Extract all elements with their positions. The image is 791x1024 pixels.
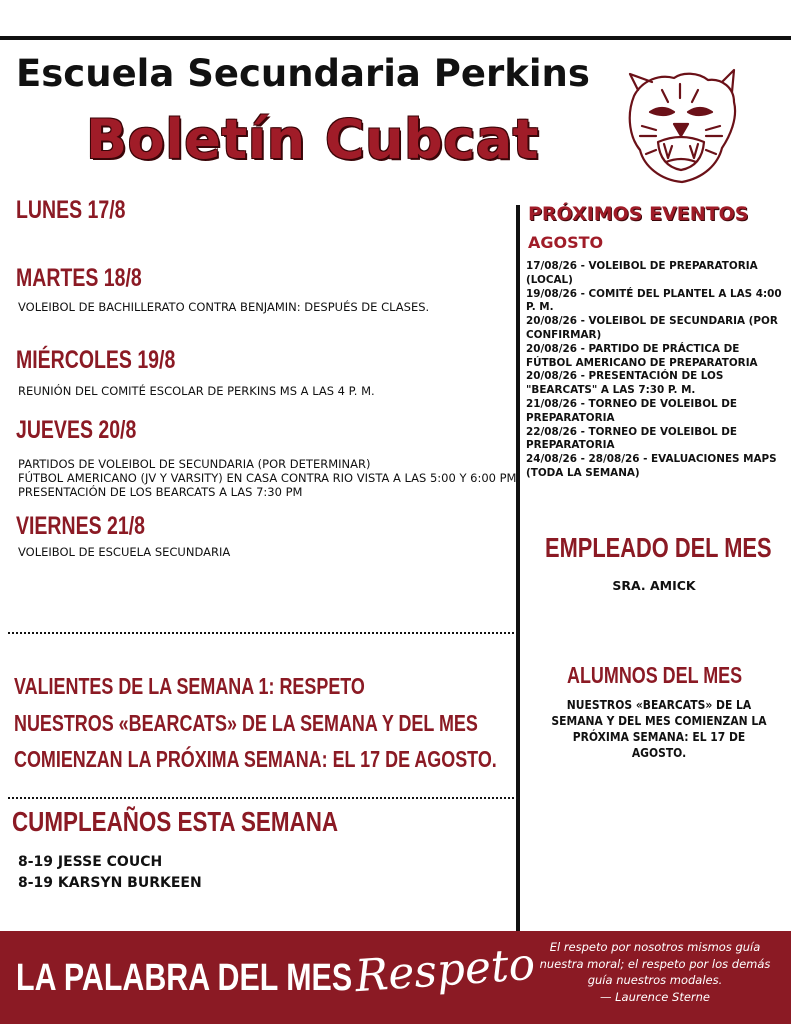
day-item-thursday-1: PARTIDOS DE VOLEIBOL DE SECUNDARIA (POR DETERMINAR) [18, 457, 371, 471]
value-of-week-line: NUESTROS «BEARCATS» DE LA SEMANA Y DEL MES [14, 710, 478, 736]
dotted-divider [8, 632, 514, 634]
quote [526, 939, 784, 1005]
top-rule [0, 36, 791, 40]
quote-author: — Laurence Sterne [599, 989, 711, 1004]
day-item-thursday-3: PRESENTACIÓN DE LOS BEARCATS A LAS 7:30 PM [18, 485, 303, 499]
day-heading-monday: LUNES 17/8 [16, 196, 126, 224]
quote-line: guía nuestros modales. [587, 973, 723, 987]
dotted-divider [8, 797, 514, 799]
day-item-thursday-2: FÚTBOL AMERICANO (JV Y VARSITY) EN CASA CONTRA RIO VISTA A LAS 5:00 Y 6:00 PM [18, 471, 517, 485]
event-item: 19/08/26 - COMITÉ DEL PLANTEL A LAS 4:00 P. M. [526, 287, 782, 314]
event-item: 17/08/26 - VOLEIBOL DE PREPARATORIA (LOCAL) [526, 260, 758, 286]
birthdays-list [18, 852, 202, 894]
school-name: Escuela Secundaria Perkins [16, 52, 590, 95]
upcoming-events-title: PRÓXIMOS EVENTOS [528, 203, 749, 225]
employee-of-month-title: EMPLEADO DEL MES [545, 532, 772, 563]
day-heading-tuesday: MARTES 18/8 [16, 264, 142, 292]
students-of-month-title: ALUMNOS DEL MES [567, 662, 743, 688]
day-item-friday: VOLEIBOL DE ESCUELA SECUNDARIA [18, 545, 231, 559]
employee-of-month-name: SRA. AMICK [612, 578, 696, 593]
word-of-month-footer [0, 931, 791, 1024]
event-item: 24/08/26 - 28/08/26 - EVALUACIONES MAPS (TODA LA SEMANA) [526, 453, 777, 479]
students-of-month-text: NUESTROS «BEARCATS» DE LA SEMANA Y DEL MES COMIENZAN LA PRÓXIMA SEMANA: EL 17 DE AGOSTO. [551, 697, 767, 760]
day-heading-friday: VIERNES 21/8 [16, 512, 145, 540]
column-divider [516, 205, 520, 931]
word-of-month-label: LA PALABRA DEL MES [16, 957, 353, 999]
birthday-item: 8-19 KARSYN BURKEEN [18, 875, 202, 891]
quote-line: nuestra moral; el respeto por los demás [539, 956, 771, 971]
birthday-item: 8-19 JESSE COUCH [18, 854, 163, 870]
birthdays-title: CUMPLEAÑOS ESTA SEMANA [12, 806, 339, 837]
upcoming-events-month: AGOSTO [528, 233, 604, 252]
upcoming-events-list [526, 260, 788, 481]
word-of-month-value: Respeto [353, 938, 537, 1003]
event-item: 21/08/26 - TORNEO DE VOLEIBOL DE PREPARATORIA [526, 397, 738, 424]
event-item: 20/08/26 - VOLEIBOL DE SECUNDARIA (POR CONFIRMAR) [526, 315, 778, 341]
day-item-wednesday: REUNIÓN DEL COMITÉ ESCOLAR DE PERKINS MS A LAS 4 P. M. [18, 384, 375, 398]
event-item: 22/08/26 - TORNEO DE VOLEIBOL DE PREPARATORIA [526, 425, 738, 452]
value-of-week-line: COMIENZAN LA PRÓXIMA SEMANA: EL 17 DE AGOSTO. [14, 746, 497, 772]
value-of-week-heading: VALIENTES DE LA SEMANA 1: RESPETO [14, 673, 365, 699]
quote-line: El respeto por nosotros mismos guía [549, 940, 761, 954]
day-item-tuesday: VOLEIBOL DE BACHILLERATO CONTRA BENJAMIN: DESPUÉS DE CLASES. [18, 300, 430, 314]
event-item: 20/08/26 - PARTIDO DE PRÁCTICA DE FÚTBOL AMERICANO DE PREPARATORIA [526, 342, 758, 369]
day-heading-wednesday: MIÉRCOLES 19/8 [16, 346, 176, 374]
day-heading-thursday: JUEVES 20/8 [16, 416, 137, 444]
bulletin-title: Boletín Cubcat [86, 108, 539, 171]
cubcat-mascot-icon [622, 66, 740, 186]
event-item: 20/08/26 - PRESENTACIÓN DE LOS "BEARCATS" A LAS 7:30 P. M. [526, 370, 724, 397]
